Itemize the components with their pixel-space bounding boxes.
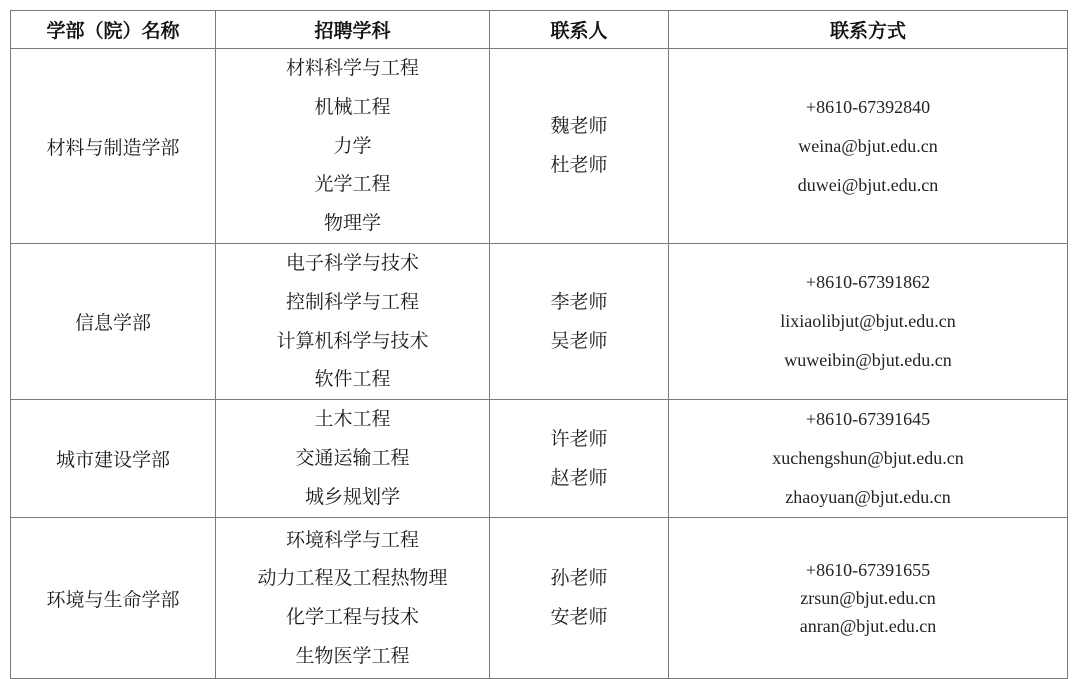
email-address: zhaoyuan@bjut.edu.cn: [785, 487, 951, 508]
subject-item: 软件工程: [314, 368, 391, 391]
contact-person: 孙老师: [550, 567, 608, 590]
subject-item: 电子科学与技术: [285, 252, 419, 274]
contact-person: 魏老师: [550, 115, 608, 137]
contact-person: 许老师: [550, 427, 608, 450]
department-cell: [11, 244, 216, 400]
department-name: 材料与制造学部: [46, 136, 180, 159]
header-row: [11, 11, 1068, 49]
table-row: [11, 49, 1068, 244]
contact-person-cell: [490, 49, 669, 244]
subject-item: 材料科学与工程: [285, 57, 419, 79]
contact-details-cell: [669, 244, 1068, 400]
phone-number: +8610-67391655: [805, 560, 931, 581]
table-row: [11, 400, 1068, 518]
recruitment-table: [10, 10, 1068, 679]
contact-details-cell: [669, 400, 1068, 518]
email-address: duwei@bjut.edu.cn: [797, 174, 939, 195]
header-contact-details: 联系方式: [669, 11, 1068, 49]
header-department: 学部（院）名称: [11, 11, 216, 49]
contact-person: 李老师: [550, 290, 608, 313]
contact-person: 安老师: [550, 606, 608, 629]
subject-item: 光学工程: [314, 173, 391, 196]
header-contact-person: 联系人: [490, 11, 669, 49]
department-cell: [11, 518, 216, 679]
subject-item: 土木工程: [314, 408, 391, 431]
subject-item: 环境科学与工程: [285, 528, 419, 551]
contact-person: 赵老师: [550, 466, 608, 489]
phone-number: +8610-67391645: [805, 409, 931, 430]
contact-person: 杜老师: [550, 154, 608, 176]
email-address: xuchengshun@bjut.edu.cn: [772, 448, 964, 469]
subject-item: 力学: [333, 134, 372, 157]
email-address: anran@bjut.edu.cn: [799, 616, 937, 637]
subjects-cell: [216, 49, 490, 244]
subject-item: 动力工程及工程热物理: [257, 567, 448, 590]
subjects-cell: [216, 518, 490, 679]
subject-item: 控制科学与工程: [285, 290, 419, 313]
contact-person: 吴老师: [550, 329, 608, 352]
phone-number: +8610-67392840: [805, 96, 931, 117]
subjects-cell: [216, 400, 490, 518]
contact-person-cell: [490, 400, 669, 518]
subject-item: 城乡规划学: [304, 486, 400, 509]
table-row: [11, 518, 1068, 679]
subject-item: 化学工程与技术: [285, 606, 419, 629]
email-address: wuweibin@bjut.edu.cn: [784, 350, 952, 371]
department-name: 环境与生命学部: [46, 588, 180, 611]
contact-details-cell: [669, 49, 1068, 244]
subject-item: 生物医学工程: [295, 644, 410, 667]
phone-number: +8610-67391862: [805, 272, 931, 293]
subject-item: 计算机科学与技术: [276, 329, 429, 352]
header-subjects: 招聘学科: [216, 11, 490, 49]
contact-person-cell: [490, 518, 669, 679]
department-name: 城市建设学部: [55, 449, 170, 472]
email-address: weina@bjut.edu.cn: [798, 135, 938, 156]
contact-details-cell: [669, 518, 1068, 679]
department-cell: [11, 400, 216, 518]
subject-item: 物理学: [323, 212, 381, 235]
subject-item: 机械工程: [314, 95, 391, 118]
email-address: zrsun@bjut.edu.cn: [800, 588, 936, 609]
email-address: lixiaolibjut@bjut.edu.cn: [780, 311, 956, 332]
department-name: 信息学部: [74, 312, 151, 335]
table-row: [11, 244, 1068, 400]
subjects-cell: [216, 244, 490, 400]
contact-person-cell: [490, 244, 669, 400]
department-cell: [11, 49, 216, 244]
subject-item: 交通运输工程: [295, 447, 410, 470]
